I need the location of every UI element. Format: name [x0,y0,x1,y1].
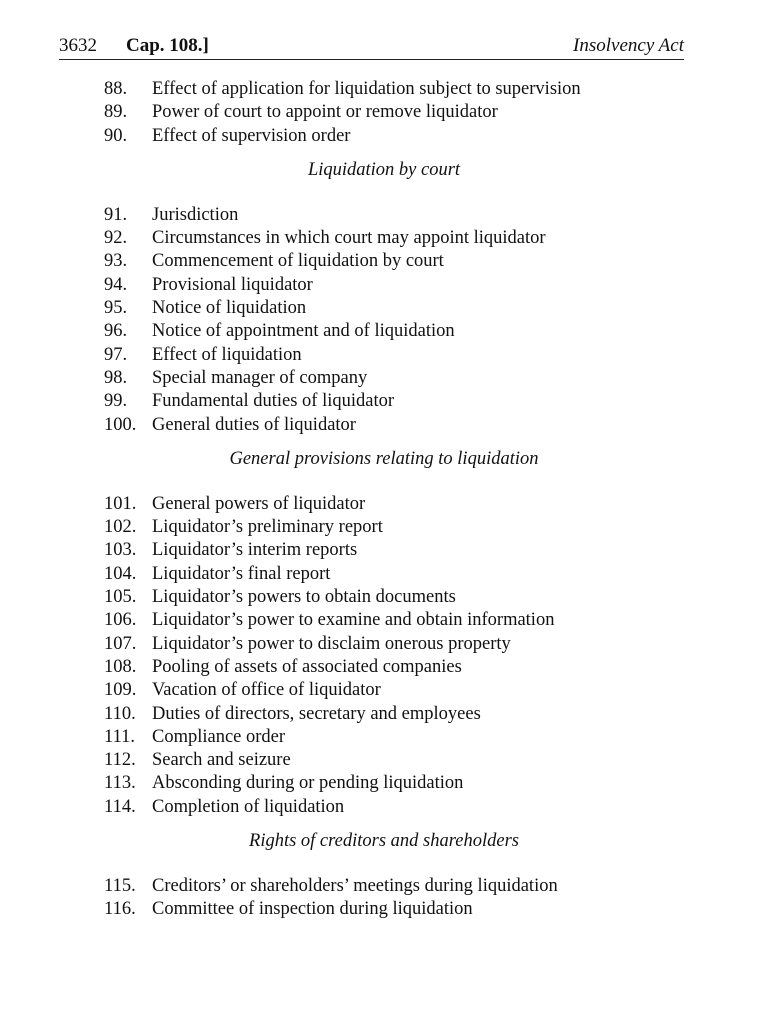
toc-entry [0,320,768,343]
section-title: Notice of appointment and of liquidation [152,321,455,342]
section-number: 99. [104,391,128,412]
section-number: 88. [104,79,128,99]
toc-entry [0,516,768,539]
toc-entry [0,586,768,609]
section-title: Power of court to appoint or remove liquidator [152,102,498,123]
page-header [59,30,684,60]
section-spacer [0,471,768,493]
section-title: Liquidator’s power to disclaim onerous property [152,633,511,654]
toc-entry [0,749,768,772]
section-title: General powers of liquidator [152,493,366,514]
section-number: 89. [104,102,128,123]
toc-entry [0,772,768,795]
toc-entry [0,101,768,124]
section-number: 93. [104,251,128,272]
toc-entry [0,227,768,250]
toc-entry [0,726,768,749]
section-title: Liquidator’s interim reports [152,540,358,561]
section-number: 110. [104,703,136,724]
section-number: 115. [104,876,136,897]
section-number: 98. [104,367,128,388]
section-number: 103. [104,540,137,561]
section-number: 102. [104,517,137,538]
section-title: Duties of directors, secretary and employees [152,703,481,724]
toc-entry [0,204,768,227]
toc-entry [0,609,768,632]
section-title: Creditors’ or shareholders’ meetings during liquidation [152,876,558,897]
section-title: Liquidator’s final report [152,563,331,584]
page-number: 3632 [59,35,97,56]
section-number: 113. [104,773,136,794]
section-title: Absconding during or pending liquidation [152,773,464,794]
section-number: 95. [104,298,128,319]
section-spacer [0,853,768,875]
section-title: Effect of supervision order [152,125,351,146]
act-title: Insolvency Act [573,35,684,56]
section-number: 94. [104,274,128,295]
toc-entry [0,367,768,390]
section-title: Provisional liquidator [152,274,313,295]
toc-entry [0,390,768,413]
section-spacer [0,437,768,448]
section-number: 100. [104,414,137,435]
section-title: Committee of inspection during liquidation [152,899,473,920]
section-title: Effect of application for liquidation subject to supervision [152,79,581,99]
section-title: Completion of liquidation [152,796,345,817]
section-title: Liquidator’s powers to obtain documents [152,587,456,608]
toc-entry [0,679,768,702]
toc-entry [0,875,768,898]
section-heading: Liquidation by court [307,159,461,180]
section-number: 92. [104,228,128,249]
toc-entry [0,796,768,819]
section-number: 111. [104,726,136,747]
toc-entry [0,633,768,656]
section-number: 105. [104,587,137,608]
toc-entry [0,703,768,726]
section-number: 97. [104,344,128,365]
section-spacer [0,182,768,204]
chapter-label: Cap. 108.] [126,35,209,56]
section-title: Compliance order [152,726,286,747]
section-number: 112. [104,750,136,771]
section-title: Notice of liquidation [152,298,307,319]
section-title: General duties of liquidator [152,414,356,435]
section-number: 114. [104,796,136,817]
section-number: 116. [104,899,136,920]
section-number: 91. [104,204,128,225]
section-number: 90. [104,125,128,146]
toc-entry [0,414,768,437]
toc-entry [0,250,768,273]
section-number: 106. [104,610,137,631]
toc-entry [0,78,768,101]
section-title: Special manager of company [152,367,368,388]
section-number: 96. [104,321,128,342]
toc-entry [0,539,768,562]
section-spacer [0,819,768,830]
section-number: 107. [104,633,137,654]
section-title: Pooling of assets of associated companies [152,656,462,677]
section-number: 104. [104,563,137,584]
section-number: 109. [104,680,137,701]
section-title: Commencement of liquidation by court [152,251,444,272]
toc-entry [0,274,768,297]
section-title: Jurisdiction [152,204,239,225]
table-of-contents [0,78,768,922]
toc-entry [0,125,768,148]
toc-entry [0,344,768,367]
toc-entry [0,656,768,679]
section-number: 108. [104,656,137,677]
section-title: Circumstances in which court may appoint liquidator [152,228,546,249]
section-title: Fundamental duties of liquidator [152,391,394,412]
section-title: Liquidator’s preliminary report [152,517,383,538]
toc-entry [0,493,768,516]
section-title: Search and seizure [152,750,291,771]
section-title: Vacation of office of liquidator [152,680,381,701]
section-number: 101. [104,493,137,514]
section-heading: Rights of creditors and shareholders [249,831,519,852]
section-heading: General provisions relating to liquidation [229,448,539,469]
header-rule [59,59,684,60]
toc-entry [0,898,768,921]
section-title: Effect of liquidation [152,344,302,365]
section-spacer [0,148,768,159]
section-title: Liquidator’s power to examine and obtain information [152,610,555,631]
toc-entry [0,563,768,586]
toc-entry [0,297,768,320]
